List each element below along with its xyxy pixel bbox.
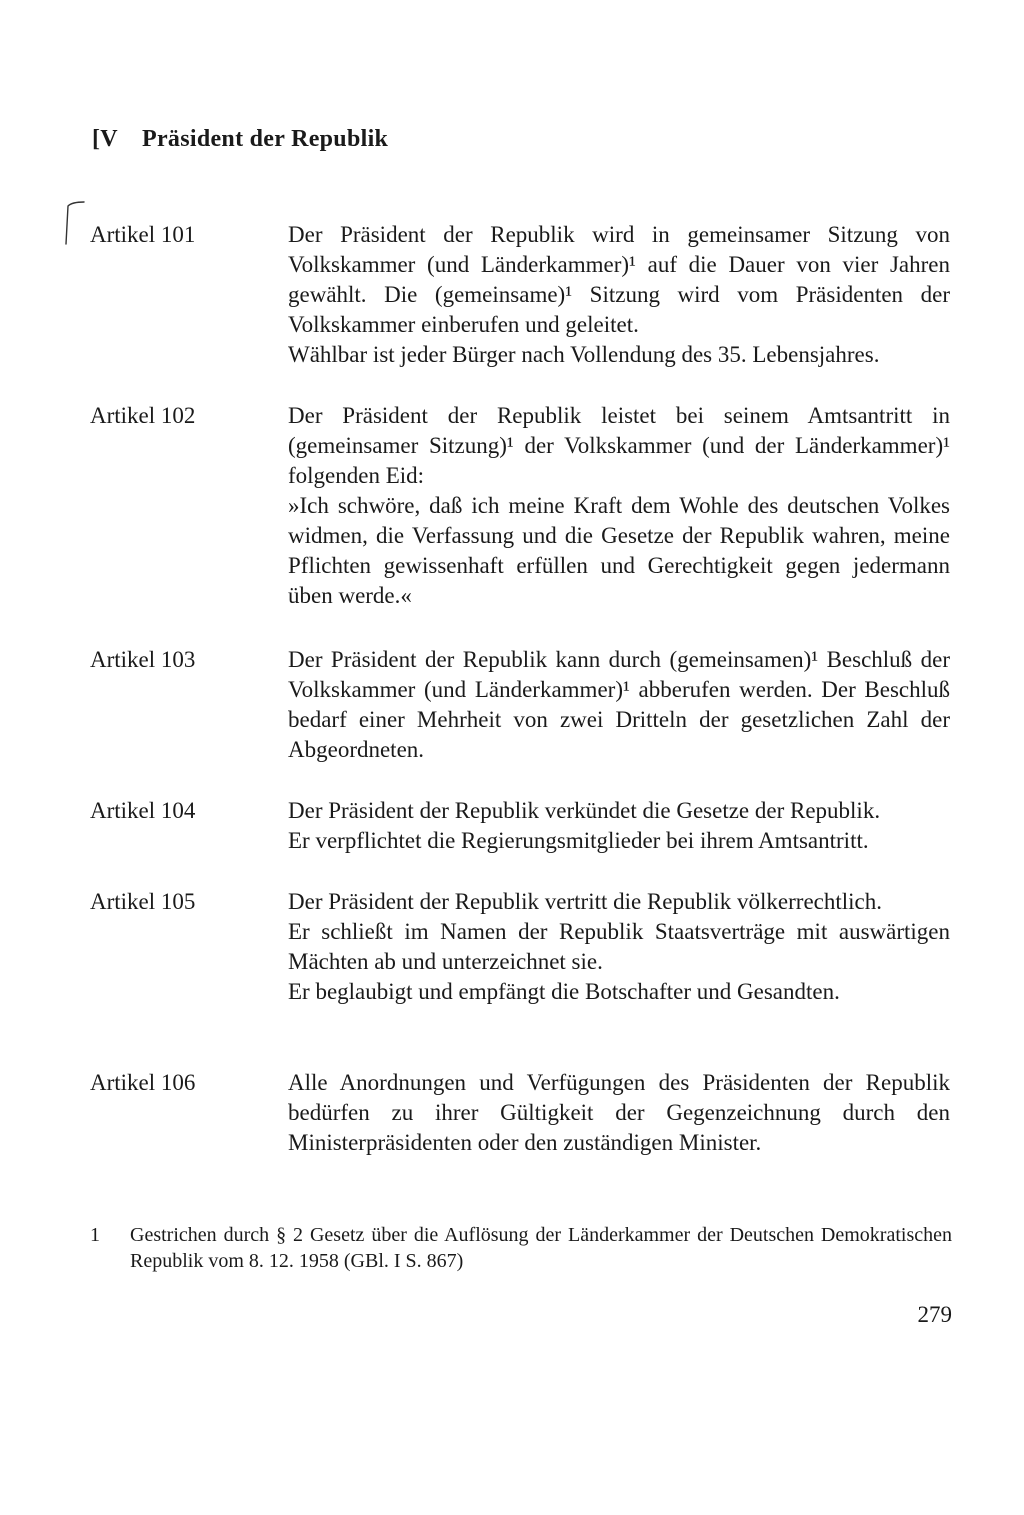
article-body xyxy=(288,887,950,1007)
article-paragraph: Der Präsident der Republik verkündet die Gesetze der Republik. xyxy=(288,798,881,823)
article-paragraph: Der Präsident der Republik wird in gemeinsamer Sitzung von Volkskammer (und Länderkammer)¹ auf die Dauer von vier Jahren gewählt. Die (gemeinsame)¹ Sitzung wird vom Präsidenten der Volkskammer einberufen und geleitet. xyxy=(288,222,950,337)
article-paragraph: Er beglaubigt und empfängt die Botschafter und Gesandten. xyxy=(288,979,840,1004)
footnote-number: 1 xyxy=(90,1224,100,1246)
article-paragraph: Der Präsident der Republik vertritt die Republik völkerrechtlich. xyxy=(288,889,883,914)
footnote xyxy=(90,1222,952,1274)
article-label: Artikel 105 xyxy=(90,889,196,914)
chapter-number: [V xyxy=(92,126,118,152)
article-paragraph: Der Präsident der Republik kann durch (gemeinsamen)¹ Beschluß der Volkskammer (und Länderkammer)¹ abberufen werden. Der Beschluß bedarf einer Mehrheit von zwei Dritteln der gesetzlichen Zahl der Abgeordneten. xyxy=(288,647,950,762)
footnote-text: Gestrichen durch § 2 Gesetz über die Auflösung der Länderkammer der Deutschen Demokratischen Republik vom 8. 12. 1958 (GBl. I S. 867) xyxy=(130,1224,952,1272)
margin-bracket-mark xyxy=(58,200,86,246)
article-paragraph: Alle Anordnungen und Verfügungen des Präsidenten der Republik bedürfen zu ihrer Gültigkeit der Gegenzeichnung durch den Ministerpräsidenten oder den zuständigen Minister. xyxy=(288,1070,950,1155)
article-paragraph: Er verpflichtet die Regierungsmitglieder bei ihrem Amtsantritt. xyxy=(288,828,869,853)
article-label: Artikel 106 xyxy=(90,1070,196,1095)
article-paragraph: »Ich schwöre, daß ich meine Kraft dem Wohle des deutschen Volkes widmen, die Verfassung und die Gesetze der Republik wahren, meine Pflichten gewissenhaft erfüllen und Gerechtigkeit gegen jedermann üben werde.« xyxy=(288,493,950,608)
chapter-title: Präsident der Republik xyxy=(142,126,389,152)
article-paragraph: Er schließt im Namen der Republik Staatsverträge mit auswärtigen Mächten ab und unterzeichnet sie. xyxy=(288,919,950,974)
article-label: Artikel 101 xyxy=(90,222,196,247)
article-paragraph: Der Präsident der Republik leistet bei seinem Amtsantritt in (gemeinsamer Sitzung)¹ der Volkskammer (und der Länderkammer)¹ folgenden Eid: xyxy=(288,403,950,488)
article-body xyxy=(288,796,950,856)
article-label: Artikel 103 xyxy=(90,647,196,672)
article-body xyxy=(288,220,950,370)
article-label: Artikel 104 xyxy=(90,798,196,823)
article-body xyxy=(288,401,950,611)
chapter-heading xyxy=(92,126,388,153)
page-number: 279 xyxy=(917,1302,952,1327)
article-body xyxy=(288,645,950,765)
article-paragraph: Wählbar ist jeder Bürger nach Vollendung des 35. Lebensjahres. xyxy=(288,342,880,367)
article-body xyxy=(288,1068,950,1158)
article-label: Artikel 102 xyxy=(90,403,196,428)
